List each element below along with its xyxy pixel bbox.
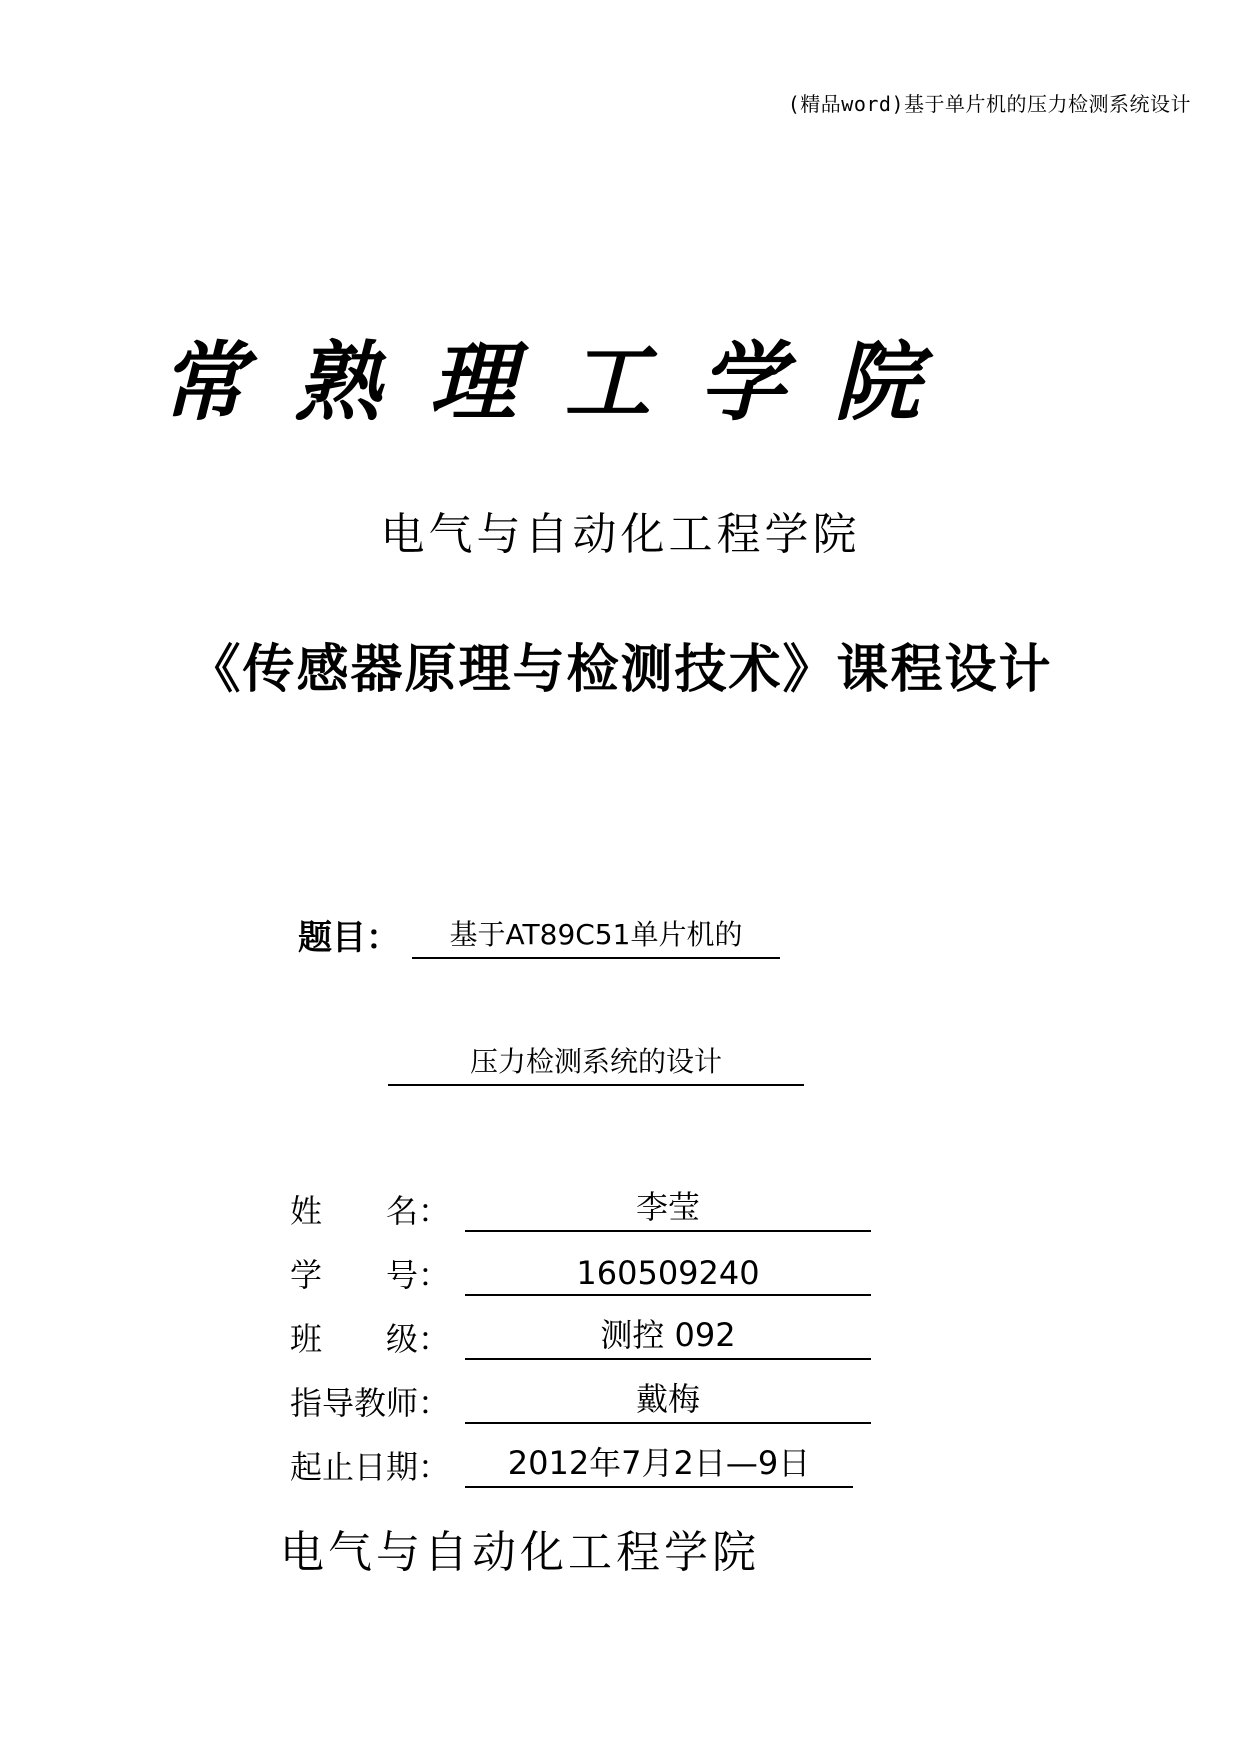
student-id-label: 学 号： xyxy=(290,1256,451,1294)
advisor-label: 指导教师： xyxy=(290,1384,451,1422)
class-value: 测控 092 xyxy=(465,1310,871,1360)
name-value: 李莹 xyxy=(465,1182,871,1232)
info-row-name xyxy=(290,1168,871,1232)
class-label: 班 级： xyxy=(290,1320,451,1358)
topic-line-2: 压力检测系统的设计 xyxy=(388,1040,804,1086)
school-char-2: 熟 xyxy=(294,332,381,433)
page-header: (精品word)基于单片机的压力检测系统设计 xyxy=(787,92,1191,116)
course-title: 《传感器原理与检测技术》课程设计 xyxy=(188,639,1053,700)
info-block xyxy=(290,1168,871,1488)
info-row-id xyxy=(290,1232,871,1296)
topic-label: 题目： xyxy=(298,918,400,958)
school-char-1: 常 xyxy=(160,332,246,433)
school-name xyxy=(160,332,920,433)
topic-row xyxy=(298,910,780,959)
advisor-value: 戴梅 xyxy=(465,1374,871,1424)
student-id-value: 160509240 xyxy=(465,1254,871,1296)
date-label: 起止日期： xyxy=(290,1448,451,1486)
school-char-5: 学 xyxy=(699,332,786,433)
school-char-4: 工 xyxy=(564,332,651,433)
department-top: 电气与自动化工程学院 xyxy=(380,509,861,560)
info-row-advisor xyxy=(290,1360,871,1424)
name-label: 姓 名： xyxy=(290,1192,451,1230)
info-row-date xyxy=(290,1424,871,1488)
school-char-6: 院 xyxy=(833,332,920,433)
info-row-class xyxy=(290,1296,871,1360)
topic-line-1: 基于AT89C51单片机的 xyxy=(412,913,780,959)
date-value: 2012年7月2日—9日 xyxy=(465,1438,853,1488)
school-char-3: 理 xyxy=(429,332,516,433)
department-bottom: 电气与自动化工程学院 xyxy=(280,1527,760,1578)
